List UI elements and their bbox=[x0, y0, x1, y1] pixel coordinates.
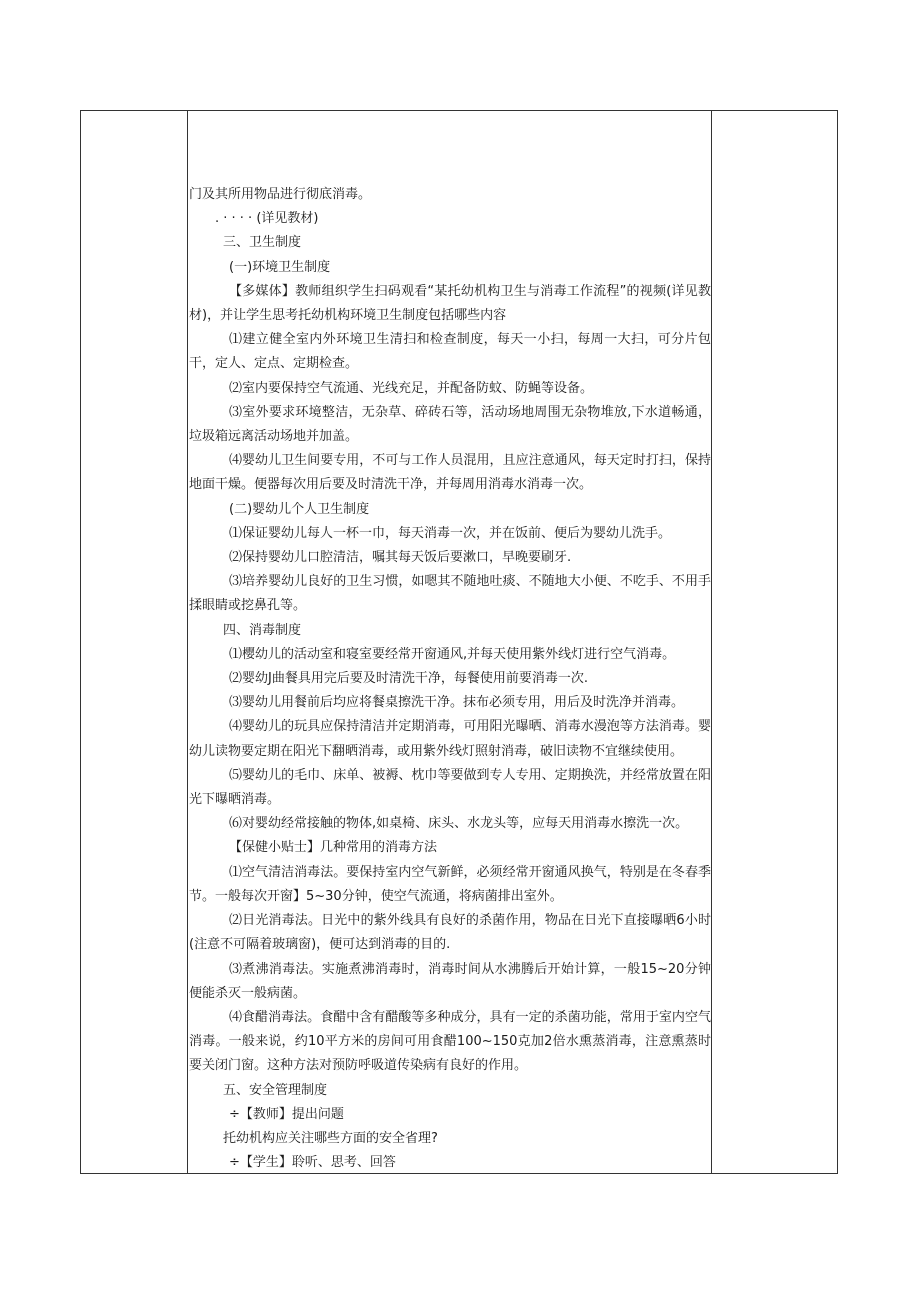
tip-heading: 【保健小贴士】几种常用的消毒方法 bbox=[229, 840, 438, 856]
subsection-heading: (二)婴幼儿个人卫生制度 bbox=[229, 501, 370, 517]
section-heading: 三、卫生制度 bbox=[223, 235, 302, 251]
paragraph: 【多媒体】教师组织学生扫码观看“某托幼机构卫生与消毒工作流程”的视频(详见教材)，并让学生思考托幼机构环境卫生制度包括哪些内容 bbox=[189, 283, 711, 324]
paragraph: ⑴保证婴幼儿每人一杯一巾，每天消毒一次，并在饭前、便后为婴幼儿洗手。 bbox=[229, 525, 672, 541]
teacher-activity: ÷【教师】提出问题 bbox=[229, 1106, 344, 1122]
paragraph: ⑵婴幼J曲餐具用完后要及时清洗干净，每餐使用前要消毒一次. bbox=[229, 671, 588, 687]
table-column-divider-left bbox=[187, 110, 188, 1174]
lesson-content-cell bbox=[189, 183, 711, 1175]
paragraph: ⑴樱幼儿的活动室和寝室要经常开窗通风,并每天使用紫外线灯进行空气消毒。 bbox=[229, 646, 676, 662]
paragraph: ⑵日光消毒法。日光中的紫外线具有良好的杀菌作用，物品在日光下直接曝晒6小时(注意不可隔着玻璃窗)，便可达到消毒的目的. bbox=[189, 913, 711, 953]
paragraph: ⑶培养婴幼儿良好的卫生习惯，如嗯其不随地吐痰、不随地大小便、不吃手、不用手揉眼睛或挖鼻孔等。 bbox=[189, 574, 711, 614]
question: 托幼机构应关注哪些方面的安全省理? bbox=[223, 1130, 438, 1146]
student-activity: ÷【学生】聆听、思考、回答 bbox=[229, 1155, 396, 1171]
paragraph: ⑷婴幼儿卫生间要专用，不可与工作人员混用，且应注意通风，每天定时打扫，保持地面干燥。便器每次用后要及时清洗干净，并每周用消毒水消毒一次。 bbox=[189, 453, 711, 493]
subsection-heading: (一)环境卫生制度 bbox=[229, 259, 331, 275]
paragraph: ⑶室外要求环境整洁，无杂草、碎砖石等，活动场地周围无杂物堆放,下水道畅通，垃圾箱远离活动场地并加盖。 bbox=[189, 404, 711, 445]
paragraph: . · · · · (详见教材) bbox=[215, 211, 319, 227]
paragraph: ⑶煮沸消毒法。实施煮沸消毒时，消毒时间从水沸腾后开始计算，一般15~20分钟便能杀灭一般病菌。 bbox=[189, 961, 711, 1001]
paragraph: ⑶婴幼儿用餐前后均应将餐桌擦洗干净。抹布必须专用，用后及时洗净并消毒。 bbox=[229, 695, 685, 711]
paragraph: ⑷婴幼儿的玩具应保持清洁并定期消毒，可用阳光曝晒、消毒水漫泡等方法消毒。婴幼儿读物要定期在阳光下翻晒消毒，或用紫外线灯照射消毒，破旧读物不宜继续使用。 bbox=[189, 719, 711, 759]
paragraph: ⑴建立健全室内外环境卫生清扫和检查制度，每天一小扫，每周一大扫，可分片包干，定人、定点、定期检查。 bbox=[189, 332, 711, 372]
paragraph: ⑷食醋消毒法。食醋中含有醋酸等多种成分，具有一定的杀菌功能，常用于室内空气消毒。一般来说，约10平方米的房间可用食醋100~150克加2倍水熏蒸消毒，注意熏蒸时要关闭门窗。这种方法对预防呼吸道传染病有良好的作用。 bbox=[189, 1009, 711, 1074]
paragraph: ⑸婴幼儿的毛巾、床单、被褥、枕巾等要做到专人专用、定期换洗，并经常放置在阳光下曝晒消毒。 bbox=[189, 767, 711, 808]
paragraph: ⑵室内要保持空气流通、光线充足，并配备防蚊、防蝇等设备。 bbox=[229, 380, 594, 396]
table-column-divider-right bbox=[711, 110, 712, 1174]
section-heading: 五、安全管理制度 bbox=[223, 1082, 328, 1098]
section-heading: 四、消毒制度 bbox=[223, 622, 302, 638]
paragraph: 门及其所用物品进行彻底消毒。 bbox=[189, 187, 372, 202]
paragraph: ⑹对婴幼经常接触的物体,如桌椅、床头、水龙头等，应每天用消毒水擦洗一次。 bbox=[229, 816, 689, 832]
paragraph: ⑵保持婴幼儿口腔清洁，嘱其每天饭后要漱口，早晚要刷牙. bbox=[229, 550, 572, 566]
paragraph: ⑴空气清洁消毒法。要保持室内空气新鲜，必须经常开窗通风换气，特别是在冬春季节。一般每次开窗】5~30分钟，使空气流通，将病菌排出室外。 bbox=[189, 864, 711, 904]
